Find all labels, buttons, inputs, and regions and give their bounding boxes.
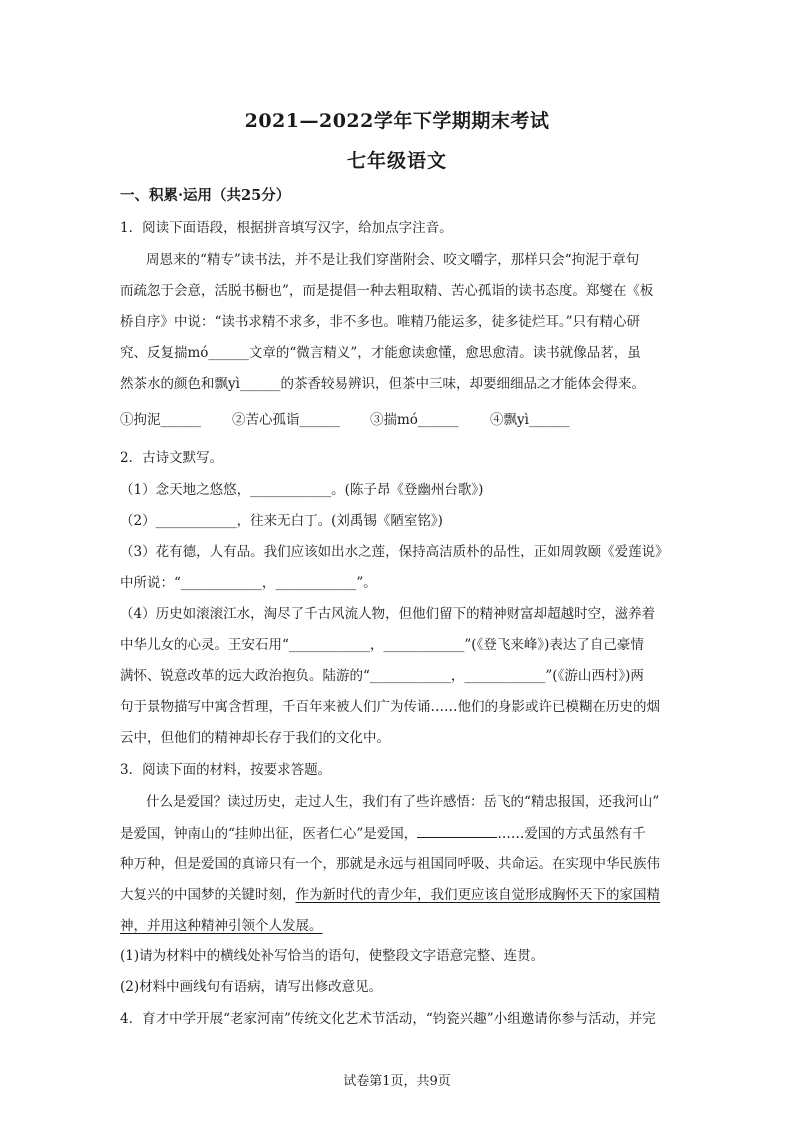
q3-para-2	[120, 823, 646, 844]
q1-option-4: ④飘yì______	[490, 412, 570, 428]
q2-prompt: 2．古诗文默写。	[120, 450, 224, 466]
q2-item-4b: 中华儿女的心灵。王安石用“____________，____________”(《登飞来峰》)表达了自己豪情	[120, 637, 644, 653]
q3-para-4	[120, 885, 660, 905]
exam-subtitle: 七年级语文	[346, 150, 447, 172]
answer-blank[interactable]	[417, 823, 497, 838]
q2-item-4d: 句于景物描写中寓含哲理，千百年来被人们广为传诵……他们的身影或许已模糊在历史的烟	[120, 699, 660, 715]
q3-para-4-start: 大复兴的中国梦的关键时刻，	[120, 887, 296, 903]
q1-prompt: 1．阅读下面语段，根据拼音填写汉字，给加点字注音。	[120, 220, 453, 236]
q3-para-2-start: 是爱国，钟南山的“挂帅出征，医者仁心”是爱国，	[120, 826, 418, 842]
q1-line-3: 桥自序》中说：“读书求精不求多，非不多也。唯精乃能运多，徒多徒烂耳。”只有精心研	[120, 314, 641, 330]
q2-item-4e: 云中，但他们的精神却长存于我们的文化中。	[120, 730, 390, 746]
q1-option-1: ①拘泥______	[120, 412, 201, 428]
section-heading: 一、积累·运用（共25分）	[120, 187, 291, 204]
q1-line-2: 而疏忽于会意，活脱书橱也”，而是提倡一种去粗取精、苦心孤诣的读书态度。郑燮在《板	[120, 283, 654, 299]
q2-item-4a: （4）历史如滚滚江水，淘尽了千古风流人物，但他们留下的精神财富却超越时空，滋养着	[120, 606, 656, 622]
q2-item-4c: 满怀、锐意改革的远大政治抱负。陆游的“____________，____________”(《游山西村》)两	[120, 668, 644, 684]
q1-line-4: 究、反复揣mó______文章的“微言精义”，才能愈读愈懂，愈思愈清。读书就像品茗，虽	[120, 345, 641, 361]
q3-para-3: 种万种，但是爱国的真谛只有一个，那就是永远与祖国同呼吸、共命运。在实现中华民族伟	[120, 856, 660, 872]
q1-line-5: 然茶水的颜色和飘yì______的茶香较易辨识，但茶中三味，却要细细品之才能体会得来。	[120, 376, 645, 392]
q3-sub-2: (2)材料中画线句有语病，请写出修改意见。	[120, 979, 383, 995]
q2-item-3a: （3）花有德，人有品。我们应该如出水之莲，保持高洁质朴的品性，正如周敦颐《爱莲说》	[120, 544, 669, 560]
underlined-sentence: 作为新时代的青少年，我们更应该自觉形成胸怀天下的家国精	[295, 887, 660, 903]
q1-option-2: ②苦心孤诣______	[232, 412, 340, 428]
q1-line-1: 周恩来的“精专”读书法，并不是让我们穿凿附会、咬文嚼字，那样只会“拘泥于章句	[146, 252, 640, 268]
q4-prompt: 4．育才中学开展“老家河南”传统文化艺术节活动，“钧瓷兴趣”小组邀请你参与活动，并完	[120, 1011, 656, 1027]
q1-option-3: ③揣mó______	[370, 412, 459, 428]
q2-item-1: （1）念天地之悠悠，____________。(陈子昂《登幽州台歌》)	[120, 482, 484, 498]
q2-item-2: （2）____________，往来无白丁。(刘禹锡《陋室铭》)	[120, 513, 443, 529]
q3-sub-1: (1)请为材料中的横线处补写恰当的语句，使整段文字语意完整、连贯。	[120, 948, 545, 964]
q3-para-5: 神，并用这种精神引领个人发展。	[120, 918, 323, 934]
page-footer: 试卷第1页，共9页	[343, 1074, 451, 1089]
exam-title: 2021—2022学年下学期期末考试	[244, 110, 550, 132]
q3-para-1: 什么是爱国？读过历史，走过人生，我们有了些许感悟：岳飞的“精忠报国，还我河山”	[146, 794, 660, 810]
q3-para-2-end: ……爱国的方式虽然有千	[497, 826, 646, 842]
q2-item-3b: 中所说：“____________，____________”。	[120, 575, 377, 591]
q3-prompt: 3．阅读下面的材料，按要求答题。	[120, 762, 332, 778]
